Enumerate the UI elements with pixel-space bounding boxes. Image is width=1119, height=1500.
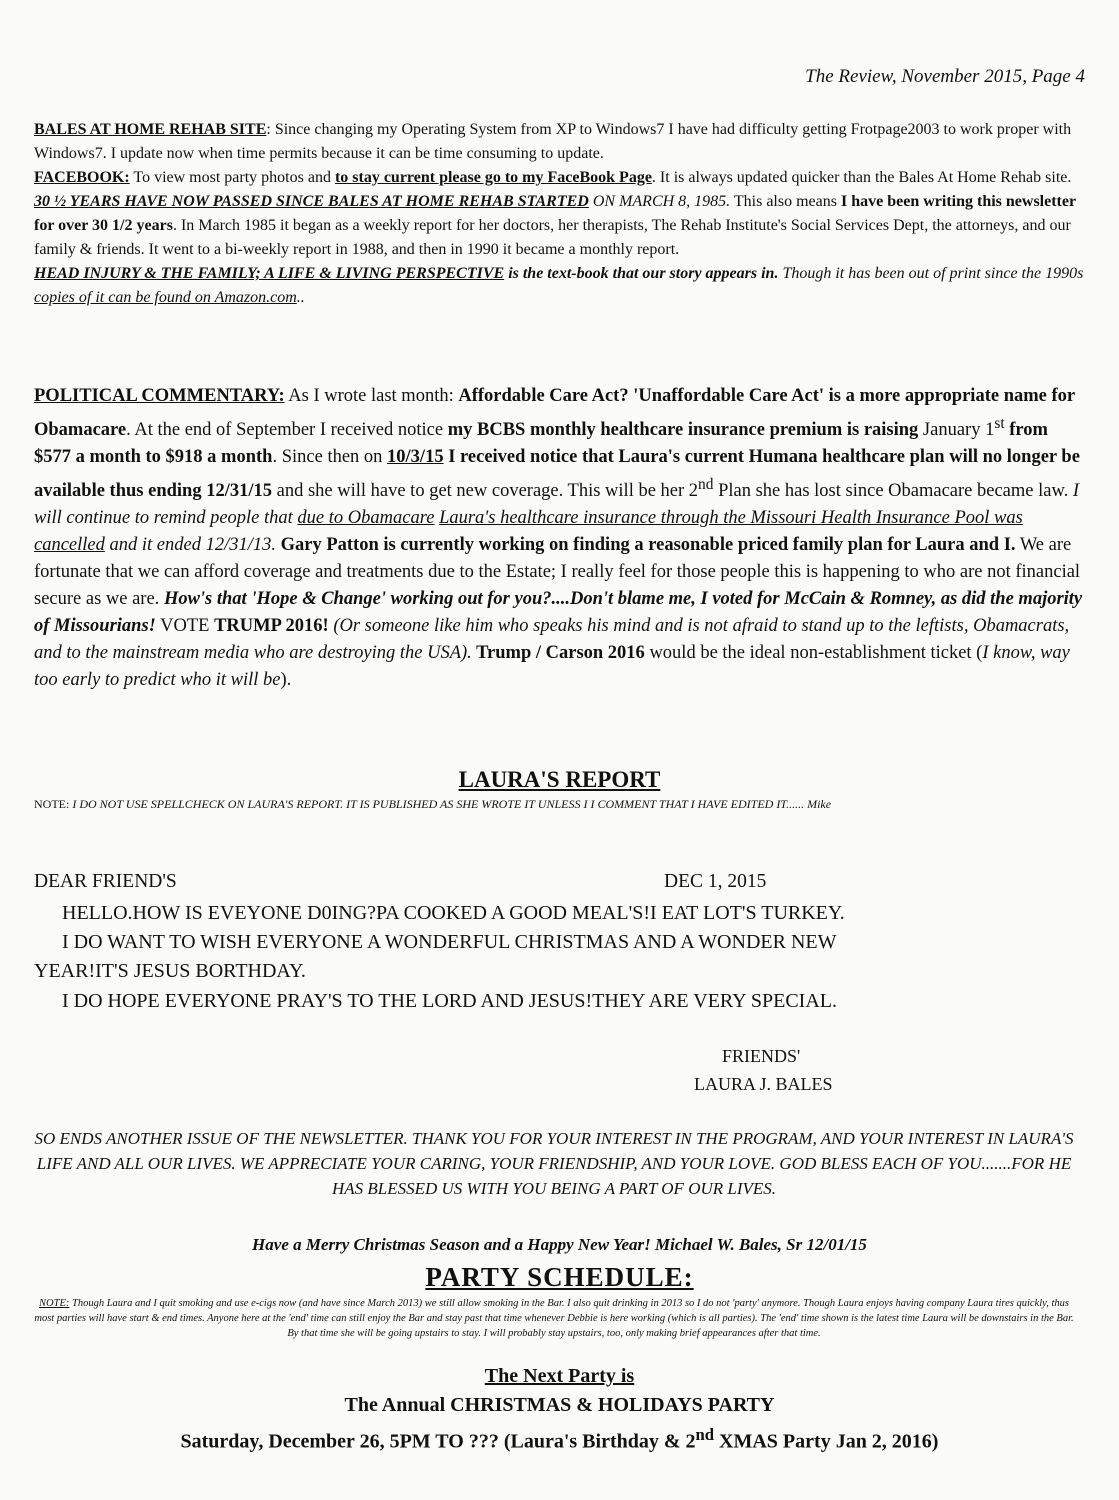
political-bold-4: 10/3/15 xyxy=(387,447,444,468)
political-bold-3: from $577 a month to $918 a month xyxy=(34,420,1048,468)
years-date: ON MARCH 8, 1985. xyxy=(588,193,731,210)
report-date: DEC 1, 2015 xyxy=(664,871,767,892)
report-line-2b: YEAR!IT'S JESUS BORTHDAY. xyxy=(34,960,306,982)
political-sup-2: nd xyxy=(698,476,714,494)
report-note-text: I DO NOT USE SPELLCHECK ON LAURA'S REPORT. IT IS PUBLISHED AS SHE WROTE IT UNLESS I I COMMENT THAT I HAVE EDITED IT...... Mike xyxy=(72,797,832,811)
party-note-label: NOTE: xyxy=(39,1298,70,1309)
years-text-2: . In March 1985 it began as a weekly report for her doctors, her therapists, The Rehab Institute's Social Services Dept, the attorneys, and our family & friends. It went to a bi-weekly report in 1988, and then in 1990 it became a monthly report. xyxy=(34,217,1071,258)
report-closing: FRIENDS' xyxy=(722,1046,801,1066)
party-schedule-title: PARTY SCHEDULE: xyxy=(425,1262,694,1292)
report-line-1: HELLO.HOW IS EVEYONE D0ING?PA COOKED A GOOD MEAL'S!I EAT LOT'S TURKEY. xyxy=(62,902,845,924)
political-italic-5: I know, way too early to predict who it will be xyxy=(34,643,1070,691)
report-salutation: DEAR FRIEND'S xyxy=(34,871,177,892)
facebook-text-2: . It is always updated quicker than the Bales At Home Rehab site. xyxy=(651,169,1072,186)
political-text-6: Plan she has lost since Obamacare became law. xyxy=(713,481,1073,502)
report-note-label: NOTE: xyxy=(34,797,73,811)
political-label: POLITICAL COMMENTARY: xyxy=(34,386,285,406)
party-date-sup: nd xyxy=(695,1425,715,1444)
political-italic-4: (Or someone like him who speaks his mind and is not afraid to stand up to the leftists, Obamacrats, and to the mainstream media who are destroying the USA). xyxy=(34,616,1070,664)
facebook-link[interactable]: to stay current please go to my FaceBook Page xyxy=(334,169,652,186)
report-line-3: I DO HOPE EVERYONE PRAY'S TO THE LORD AND JESUS!THEY ARE VERY SPECIAL. xyxy=(62,990,837,1012)
party-date-text-1: Saturday, December 26, 5PM TO ??? (Laura's Birthday & 2 xyxy=(180,1430,696,1453)
political-bold-italic-1: How's that 'Hope & Change' working out for you?....Don't blame me, I voted for McCain & Romney, as did the majority of Missourians! xyxy=(34,589,1083,637)
political-bold-5: I received notice that Laura's current Humana healthcare plan will no longer be available thus ending 12/31/15 xyxy=(34,447,1080,502)
political-bold-7: TRUMP 2016! xyxy=(214,616,329,637)
bales-site-text: : Since changing my Operating System from XP to Windows7 I have had difficulty getting Frotpage2003 to work proper with Windows7. I update now when time permits because it can be time consuming to update. xyxy=(34,121,1072,162)
political-commentary xyxy=(34,383,1085,694)
political-text-1: As I wrote last month: xyxy=(284,386,459,406)
merry-christmas-line: Have a Merry Christmas Season and a Happy New Year! Michael W. Bales, Sr 12/01/15 xyxy=(252,1235,867,1254)
political-bold-2: my BCBS monthly healthcare insurance premium is raising xyxy=(447,420,919,441)
years-heading: 30 ½ YEARS HAVE NOW PASSED SINCE BALES AT HOME REHAB STARTED xyxy=(34,193,589,210)
bales-site-paragraph xyxy=(34,118,1085,310)
political-text-7: We are fortunate that we can afford coverage and treatments due to the Estate; I really feel for those people this is happening to who are not financial secure as we are. xyxy=(34,535,1081,610)
facebook-label: FACEBOOK: xyxy=(34,169,130,186)
political-text-2: . At the end of September I received notice xyxy=(126,420,448,441)
years-bold: I have been writing this newsletter for over 30 1/2 years xyxy=(34,193,1076,234)
party-date xyxy=(34,1422,1085,1455)
lauras-report-title: LAURA'S REPORT xyxy=(458,767,661,792)
political-bold-8: Trump / Carson 2016 xyxy=(471,643,645,664)
political-text-9: would be the ideal non-establishment ticket ( xyxy=(644,643,983,664)
political-bold-1: Affordable Care Act? 'Unaffordable Care Act' is a more appropriate name for Obamacare xyxy=(34,386,1075,441)
report-signature: LAURA J. BALES xyxy=(694,1074,833,1094)
report-line-2a: I DO WANT TO WISH EVERYONE A WONDERFUL CHRISTMAS AND A WONDER NEW xyxy=(62,931,837,953)
political-italic-1: I will continue to remind people that xyxy=(34,481,1080,529)
political-sup-1: st xyxy=(994,415,1005,432)
political-text-5: and she will have to get new coverage. This will be her 2 xyxy=(271,481,699,502)
page-header: The Review, November 2015, Page 4 xyxy=(805,66,1085,87)
party-date-text-2: XMAS Party Jan 2, 2016) xyxy=(714,1430,939,1453)
political-text-8: VOTE xyxy=(155,616,215,637)
report-note xyxy=(34,796,1044,813)
political-italic-3: and it ended 12/31/13. xyxy=(104,535,276,556)
bales-site-label: BALES AT HOME REHAB SITE xyxy=(34,121,267,138)
political-text-3: January 1 xyxy=(918,420,995,441)
annual-party-title: The Annual CHRISTMAS & HOLIDAYS PARTY xyxy=(344,1394,775,1416)
political-bold-6: Gary Patton is currently working on finding a reasonable priced family plan for Laura and I. xyxy=(275,535,1016,556)
party-note xyxy=(34,1296,1074,1341)
political-text-4: . Since then on xyxy=(272,447,388,468)
political-text-10: ). xyxy=(280,670,292,691)
book-text-1: Though it has been out of print since the 1990s xyxy=(778,265,1084,282)
years-text-1: This also means xyxy=(730,193,841,210)
ending-message: SO ENDS ANOTHER ISSUE OF THE NEWSLETTER. THANK YOU FOR YOUR INTEREST IN THE PROGRAM, AND YOUR INTEREST IN LAURA'S LIFE AND ALL OUR LIVES. WE APPRECIATE YOUR CARING, YOUR FRIENDSHIP, AND YOUR LOVE. GOD BLESS EACH OF YOU.......FOR HE HAS BLESSED US WITH YOU BEING A PART OF OUR LIVES. xyxy=(34,1129,1074,1198)
facebook-text-1: To view most party photos and xyxy=(129,169,335,186)
political-italic-underline-1: due to Obamacare xyxy=(297,508,435,529)
political-italic-underline-2: Laura's healthcare insurance through the Missouri Health Insurance Pool was cancelled xyxy=(34,508,1023,556)
book-bold: is the text-book that our story appears in. xyxy=(504,265,779,282)
amazon-link[interactable]: copies of it can be found on Amazon.com xyxy=(34,289,297,306)
newsletter-page xyxy=(34,0,1085,1500)
book-text-2: .. xyxy=(296,289,305,306)
next-party-heading: The Next Party is xyxy=(484,1365,635,1387)
party-note-text: Though Laura and I quit smoking and use e-cigs now (and have since March 2013) we still allow smoking in the Bar. I also quit drinking in 2013 so I do not 'party' anymore. Though Laura enjoys having company Laura tires quickly, thus most parties will have start & end times. Anyone here at the 'end' time can still enjoy the Bar and stay past that time whenever Debbie is here working (which is all parties). The 'end' time shown is the latest time Laura will be downstairs in the Bar. By that time she will be going upstairs to stay. I will probably stay upstairs, too, only making brief appearances after that time. xyxy=(34,1298,1074,1339)
book-title: HEAD INJURY & THE FAMILY; A LIFE & LIVING PERSPECTIVE xyxy=(34,265,505,282)
